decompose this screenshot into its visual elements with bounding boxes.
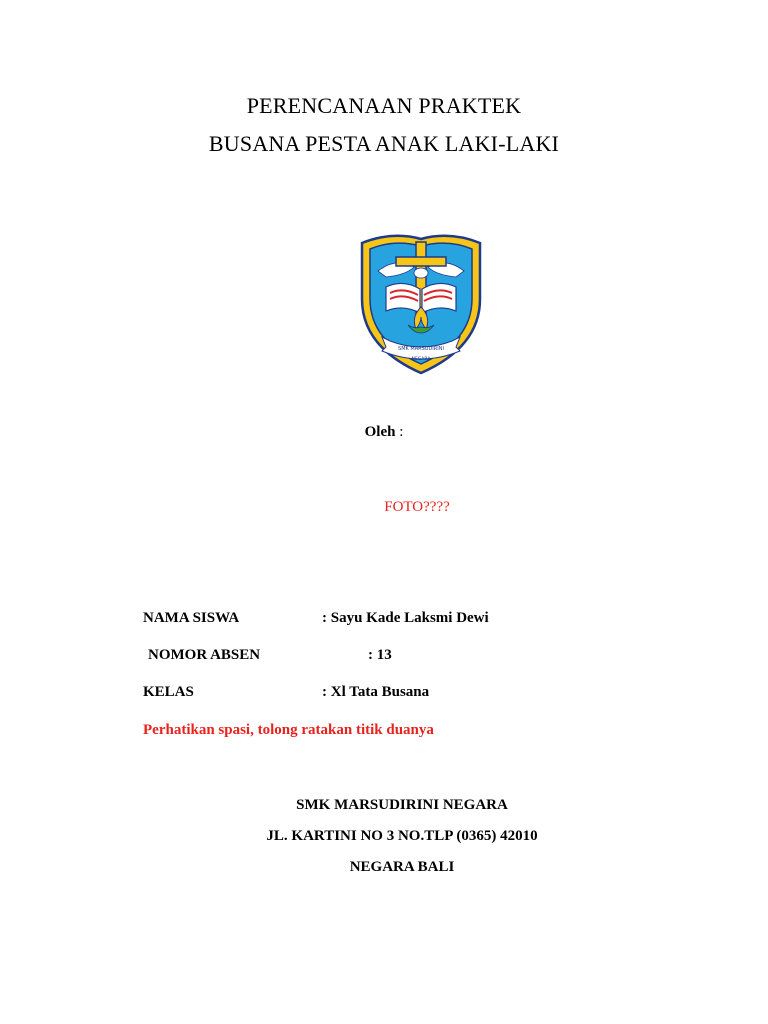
svg-text:SMK MARSUDIRINI: SMK MARSUDIRINI [398, 346, 444, 352]
absen-label: NOMOR ABSEN [148, 647, 261, 663]
by-label: Oleh [364, 424, 396, 440]
class-value: : Xl Tata Busana [322, 684, 430, 700]
class-label: KELAS [143, 684, 194, 700]
school-address: JL. KARTINI NO 3 NO.TLP (0365) 42010 [266, 828, 538, 844]
school-crest-icon [356, 229, 486, 375]
name-value: : Sayu Kade Laksmi Dewi [322, 610, 489, 626]
svg-text:NEGARA: NEGARA [411, 357, 431, 362]
absen-value: : 13 [368, 647, 392, 663]
formatting-note: Perhatikan spasi, tolong ratakan titik duanya [143, 722, 434, 738]
school-name: SMK MARSUDIRINI NEGARA [296, 797, 508, 813]
by-line [0, 424, 768, 441]
photo-placeholder: FOTO???? [384, 499, 450, 515]
document-title-line-1: PERENCANAAN PRAKTEK [246, 93, 522, 118]
name-label: NAMA SISWA [143, 610, 240, 626]
by-colon: : [395, 424, 404, 440]
document-title-line-2: BUSANA PESTA ANAK LAKI-LAKI [208, 131, 560, 156]
school-city: NEGARA BALI [349, 859, 455, 875]
